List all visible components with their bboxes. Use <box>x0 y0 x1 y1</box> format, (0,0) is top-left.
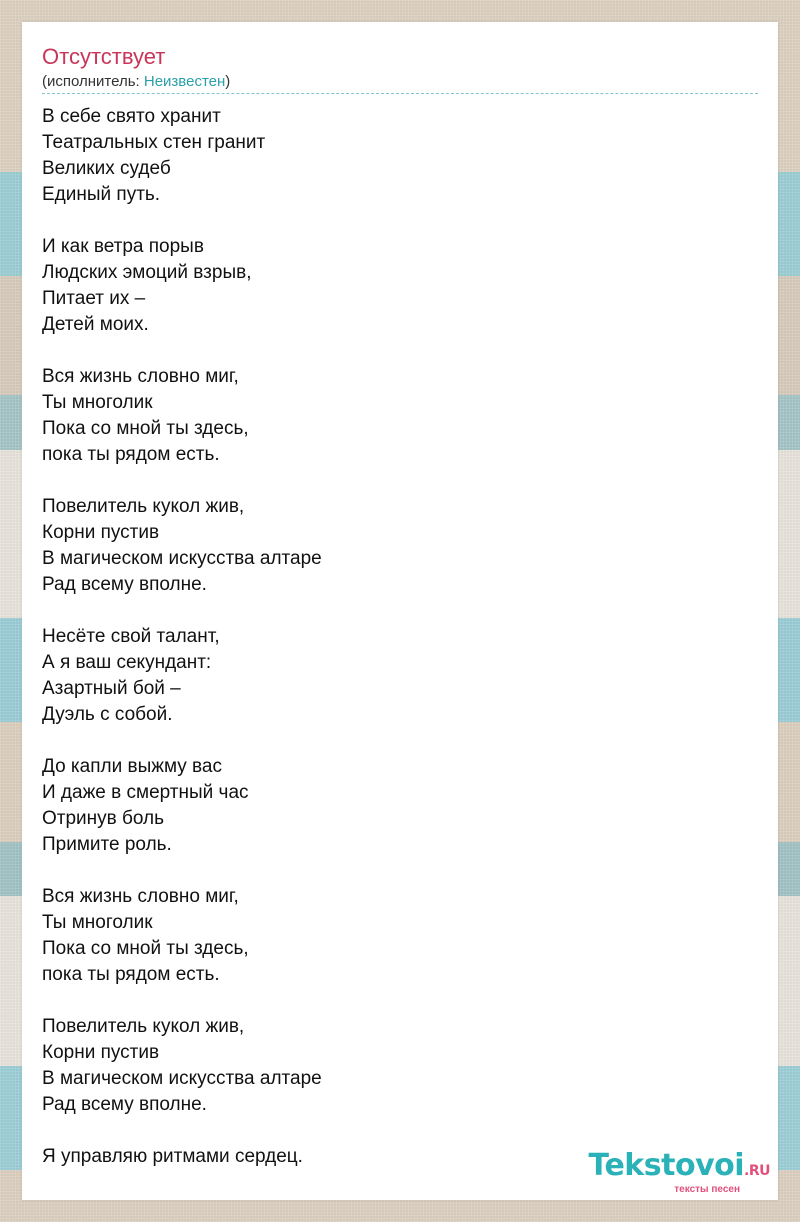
stanza-gap <box>42 208 742 234</box>
lyric-line: Отринув боль <box>42 808 165 829</box>
stanza-gap <box>42 728 742 754</box>
lyric-line: И даже в смертный час <box>42 782 249 803</box>
stanza-gap <box>42 468 742 494</box>
artist-line <box>42 73 230 91</box>
lyric-line: А я ваш секундант: <box>42 652 212 673</box>
stanza-gap <box>42 988 742 1014</box>
lyric-line: Примите роль. <box>42 834 172 855</box>
lyric-line: Питает их – <box>42 288 146 309</box>
lyric-line: Азартный бой – <box>42 678 181 699</box>
logo-tld: .RU <box>744 1163 770 1179</box>
lyric-line: Театральных стен гранит <box>42 132 266 153</box>
lyric-line: Детей моих. <box>42 314 149 335</box>
lyric-line: Пока со мной ты здесь, <box>42 418 249 439</box>
artist-suffix: ) <box>225 73 231 90</box>
lyric-line: В себе свято хранит <box>42 106 221 127</box>
lyric-line: Корни пустив <box>42 1042 160 1063</box>
logo-name: Tekstovoi <box>588 1148 745 1183</box>
lyric-line: Рад всему вполне. <box>42 1094 207 1115</box>
artist-prefix: (исполнитель: <box>42 73 144 90</box>
lyric-line: Ты многолик <box>42 912 153 933</box>
lyric-line: В магическом искусства алтаре <box>42 1068 322 1089</box>
lyric-line: В магическом искусства алтаре <box>42 548 322 569</box>
lyric-line: пока ты рядом есть. <box>42 444 220 465</box>
lyrics-text <box>42 104 742 1170</box>
lyric-line: Пока со мной ты здесь, <box>42 938 249 959</box>
lyrics-card <box>22 22 778 1200</box>
lyric-line: Вся жизнь словно миг, <box>42 366 239 387</box>
lyric-line: И как ветра порыв <box>42 236 204 257</box>
lyric-line: Корни пустив <box>42 522 160 543</box>
lyric-line: Я управляю ритмами сердец. <box>42 1146 303 1167</box>
lyric-line: Повелитель кукол жив, <box>42 496 245 517</box>
lyric-line: Великих судеб <box>42 158 171 179</box>
stanza-gap <box>42 1118 742 1144</box>
lyric-line: Рад всему вполне. <box>42 574 207 595</box>
lyric-line: До капли выжму вас <box>42 756 222 777</box>
stanza-gap <box>42 598 742 624</box>
lyric-line: Единый путь. <box>42 184 161 205</box>
logo-tagline: тексты песен <box>674 1184 740 1195</box>
dashed-divider <box>42 93 758 94</box>
lyric-line: Людских эмоций взрыв, <box>42 262 252 283</box>
lyric-line: Вся жизнь словно миг, <box>42 886 239 907</box>
stanza-gap <box>42 338 742 364</box>
artist-link[interactable]: Неизвестен <box>143 73 226 90</box>
lyric-line: Несёте свой талант, <box>42 626 220 647</box>
lyric-line: Повелитель кукол жив, <box>42 1016 245 1037</box>
lyric-line: Дуэль с собой. <box>42 704 173 725</box>
site-logo[interactable] <box>588 1150 770 1196</box>
lyric-line: Ты многолик <box>42 392 153 413</box>
stanza-gap <box>42 858 742 884</box>
lyric-line: пока ты рядом есть. <box>42 964 220 985</box>
song-title: Отсутствует <box>42 44 166 69</box>
